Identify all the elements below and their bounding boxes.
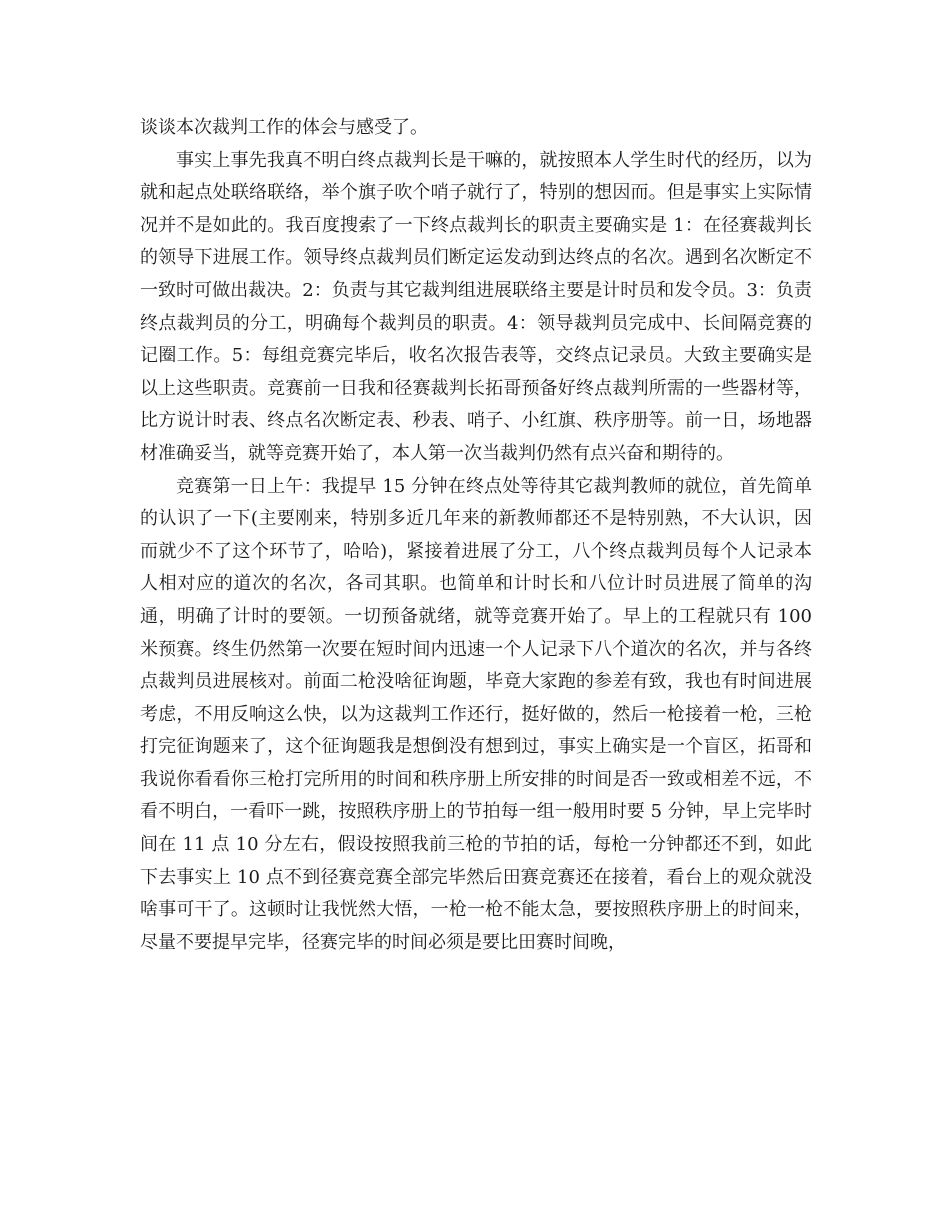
paragraph-3: 竞赛第一日上午：我提早 15 分钟在终点处等待其它裁判教师的就位，首先简单的认识了一下(主要刚来，特别多近几年来的新教师都还不是特别熟，不大认识，因而就少不了这个环节了，哈哈)，紧接着进展了分工，八个终点裁判员每个人记录本人相对应的道次的名次，各司其职。也简单和计时长和八位计时员进展了简单的沟通，明确了计时的要领。一切预备就绪，就等竞赛开始了。早上的工程就只有 100 米预赛。终生仍然第一次要在短时间内迅速一个人记录下八个道次的名次，并与各终点裁判员进展核对。前面二枪没啥征询题，毕竟大家跑的参差有致，我也有时间进展考虑，不用反响这么快，以为这裁判工作还行，挺好做的，然后一枪接着一枪，三枪打完征询题来了，这个征询题我是想倒没有想到过，事实上确实是一个盲区，拓哥和我说你看看你三枪打完所用的时间和秩序册上所安排的时间是否一致或相差不远，不看不明白，一看吓一跳，按照秩序册上的节拍每一组一般用时要 5 分钟，早上完毕时间在 11 点 10 分左右，假设按照我前三枪的节拍的话，每枪一分钟都还不到，如此下去事实上 10 点不到径赛竞赛全部完毕然后田赛竞赛还在接着，看台上的观众就没啥事可干了。这顿时让我恍然大悟，一枪一枪不能太急，要按照秩序册上的时间来，尽量不要提早完毕，径赛完毕的时间必须是要比田赛时间晚，: [140, 475, 812, 953]
document-body: [140, 112, 812, 959]
paragraph-2: 事实上事先我真不明白终点裁判长是干嘛的，就按照本人学生时代的经历，以为就和起点处联络联络，举个旗子吹个哨子就行了，特别的想因而。但是事实上实际情况并不是如此的。我百度搜索了一下终点裁判长的职责主要确实是 1：在径赛裁判长的领导下进展工作。领导终点裁判员们断定运发动到达终点的名次。遇到名次断定不一致时可做出裁决。2：负责与其它裁判组进展联络主要是计时员和发令员。3：负责终点裁判员的分工，明确每个裁判员的职责。4：领导裁判员完成中、长间隔竞赛的记圈工作。5：每组竞赛完毕后，收名次报告表等，交终点记录员。大致主要确实是以上这些职责。竞赛前一日我和径赛裁判长拓哥预备好终点裁判所需的一些器材等，比方说计时表、终点名次断定表、秒表、哨子、小红旗、秩序册等。前一日，场地器材准确妥当，就等竞赛开始了，本人第一次当裁判仍然有点兴奋和期待的。: [140, 149, 812, 464]
paragraph-1: 谈谈本次裁判工作的体会与感受了。: [140, 117, 428, 138]
